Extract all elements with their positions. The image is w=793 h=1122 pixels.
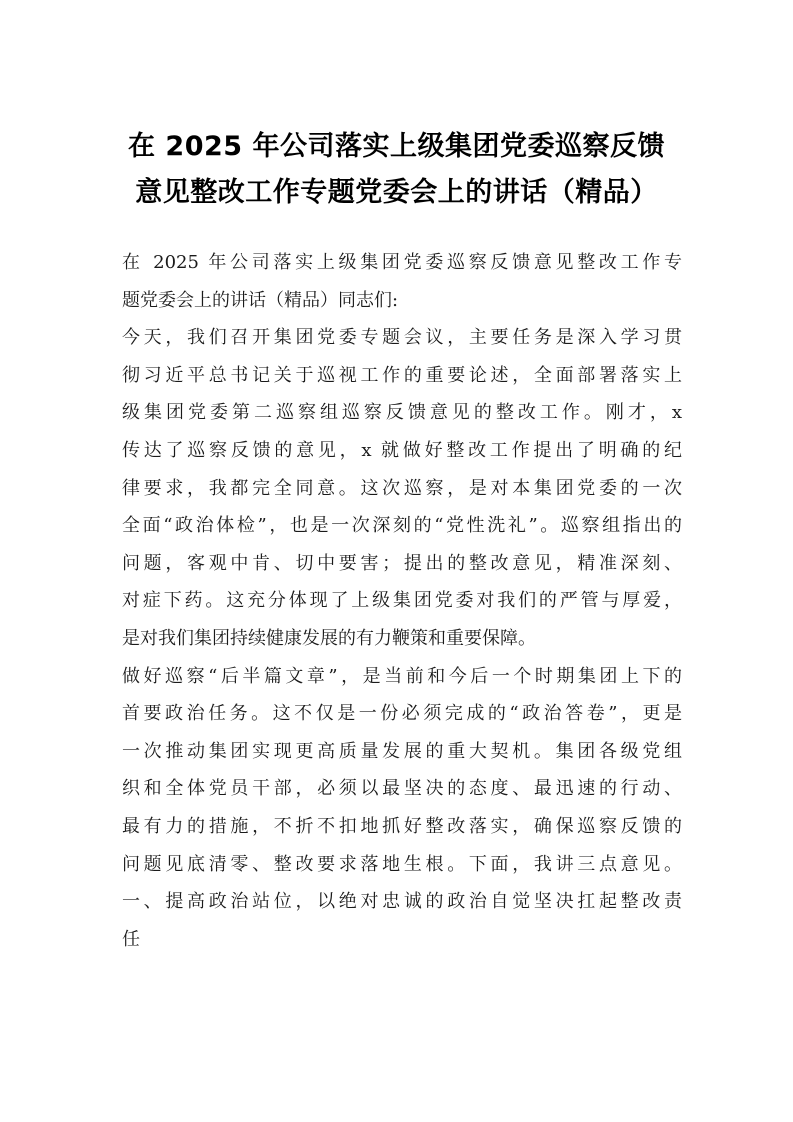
body-line: 彻习近平总书记关于巡视工作的重要论述，全面部署落实上 (122, 364, 682, 386)
document-body (122, 244, 682, 958)
document-title (60, 124, 733, 216)
body-line: 对症下药。这充分体现了上级集团党委对我们的严管与厚爱， (122, 590, 682, 612)
body-line: 任 (122, 928, 140, 950)
body-line: 织和全体党员干部，必须以最坚决的态度、最迅速的行动、 (122, 778, 682, 800)
body-line: 首要政治任务。这不仅是一份必须完成的“政治答卷”，更是 (122, 703, 682, 725)
body-line: 今天，我们召开集团党委专题会议，主要任务是深入学习贯 (122, 327, 682, 349)
body-line: 是对我们集团持续健康发展的有力鞭策和重要保障。 (122, 627, 536, 649)
body-line: 律要求，我都完全同意。这次巡察，是对本集团党委的一次 (122, 477, 682, 499)
body-line: 全面“政治体检”，也是一次深刻的“党性洗礼”。巡察组指出的 (122, 515, 682, 537)
body-line: 级集团党委第二巡察组巡察反馈意见的整改工作。刚才，x (122, 402, 682, 424)
body-line: 问题见底清零、整改要求落地生根。下面，我讲三点意见。 (122, 853, 682, 875)
body-line: 在 2025 年公司落实上级集团党委巡察反馈意见整改工作专 (122, 252, 682, 273)
title-line-1: 在 2025 年公司落实上级集团党委巡察反馈 (128, 131, 665, 162)
body-line: 传达了巡察反馈的意见，x 就做好整改工作提出了明确的纪 (122, 439, 682, 461)
body-line: 最有力的措施，不折不扣地抓好整改落实，确保巡察反馈的 (122, 815, 682, 837)
body-line: 一、提高政治站位，以绝对忠诚的政治自觉坚决扛起整改责 (122, 891, 682, 913)
body-line: 做好巡察“后半篇文章”，是当前和今后一个时期集团上下的 (122, 665, 682, 687)
body-line: 问题，客观中肯、切中要害；提出的整改意见，精准深刻、 (122, 552, 682, 574)
body-line: 一次推动集团实现更高质量发展的重大契机。集团各级党组 (122, 740, 682, 762)
title-line-2: 意见整改工作专题党委会上的讲话（精品） (135, 177, 658, 208)
body-line: 题党委会上的讲话（精品）同志们: (122, 289, 399, 311)
